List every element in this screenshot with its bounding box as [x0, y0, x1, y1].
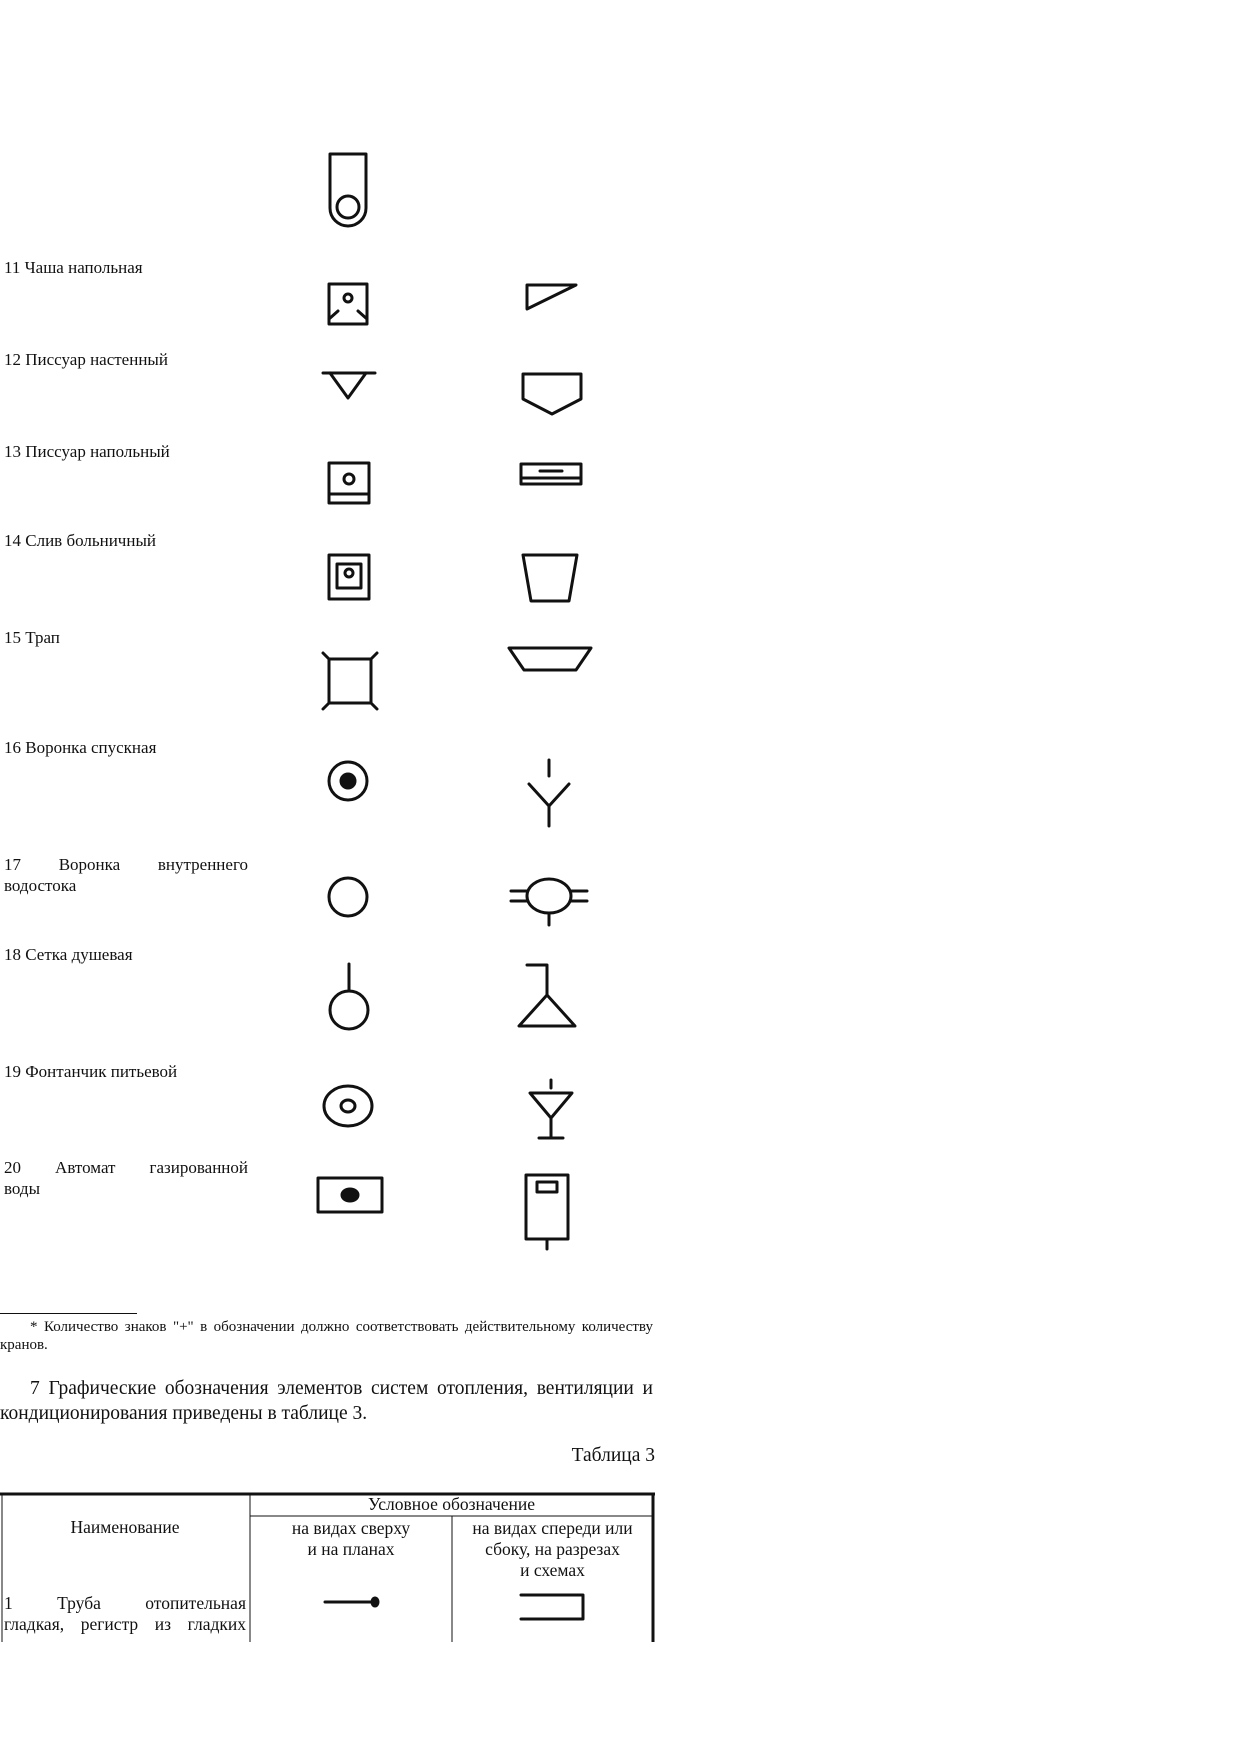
row-label-12: 12 Писсуар настенный — [4, 350, 168, 369]
floor-drain-side-icon — [506, 645, 594, 673]
wall-urinal-plan-icon — [320, 370, 378, 402]
row-label-20 — [4, 1157, 248, 1199]
row-label-17-line1: 17 Воронка внутреннего — [4, 855, 248, 874]
footnote-rule — [0, 1313, 137, 1314]
drinking-fountain-plan-icon — [321, 1083, 375, 1129]
row-label-11: 11 Чаша напольная — [4, 258, 143, 277]
wall-urinal-side-icon — [520, 371, 584, 417]
floor-urinal-plan-icon — [326, 460, 372, 506]
heating-pipe-side-icon — [518, 1592, 586, 1622]
header-plan-line2: и на планах — [307, 1539, 395, 1559]
floor-urinal-side-icon — [518, 461, 584, 487]
roof-drain-side-icon — [508, 874, 590, 930]
header-side-line1: на видах спереди или — [472, 1518, 633, 1538]
row-label-20-line1: 20 Автомат газированной — [4, 1158, 248, 1177]
header-plan — [250, 1518, 452, 1560]
drain-funnel-plan-icon — [325, 758, 371, 804]
row-label-17-line2: водостока — [4, 876, 77, 895]
header-plan-line1: на видах сверху — [291, 1518, 411, 1538]
row-label-17 — [4, 854, 248, 896]
table-row1-name — [4, 1593, 246, 1635]
soda-machine-plan-icon — [315, 1175, 385, 1215]
drain-funnel-side-icon — [524, 757, 574, 829]
footnote: * Количество знаков "+" в обозначении должно соответствовать действительному количеству кранов. — [0, 1319, 653, 1353]
table-title: Таблица 3 — [571, 1445, 655, 1466]
floor-drain-plan-icon — [320, 650, 380, 712]
row-label-15: 15 Трап — [4, 628, 60, 647]
paragraph-7: 7 Графические обозначения элементов систем отопления, вентиляции и кондиционирования приведены в таблице 3. — [0, 1378, 653, 1424]
row-label-18: 18 Сетка душевая — [4, 945, 133, 964]
floor-bowl-side-icon — [524, 282, 580, 312]
heating-pipe-plan-icon — [322, 1596, 382, 1608]
row-label-20-line2: воды — [4, 1179, 40, 1198]
basin-plan-icon — [326, 150, 370, 232]
shower-head-side-icon — [514, 962, 580, 1030]
header-side-line3: и схемах — [520, 1560, 585, 1580]
table-row1-line2: гладкая, регистр из гладких — [4, 1614, 246, 1634]
floor-bowl-plan-icon — [326, 281, 370, 327]
row-label-14: 14 Слив больничный — [4, 531, 156, 550]
row-label-13: 13 Писсуар напольный — [4, 442, 170, 461]
header-side-line2: сбоку, на разрезах — [485, 1539, 620, 1559]
header-side — [452, 1518, 653, 1581]
roof-drain-plan-icon — [325, 874, 371, 920]
shower-head-plan-icon — [327, 961, 371, 1033]
drinking-fountain-side-icon — [526, 1077, 576, 1141]
row-label-16: 16 Воронка спускная — [4, 738, 157, 757]
row-label-19: 19 Фонтанчик питьевой — [4, 1062, 178, 1081]
header-name: Наименование — [70, 1517, 180, 1537]
hospital-drain-side-icon — [520, 552, 580, 604]
hospital-drain-plan-icon — [326, 552, 372, 602]
table-row1-line1: 1 Труба отопительная — [4, 1593, 246, 1613]
table-3 — [0, 1492, 656, 1642]
header-symbol: Условное обозначение — [367, 1494, 536, 1514]
soda-machine-side-icon — [523, 1172, 571, 1252]
